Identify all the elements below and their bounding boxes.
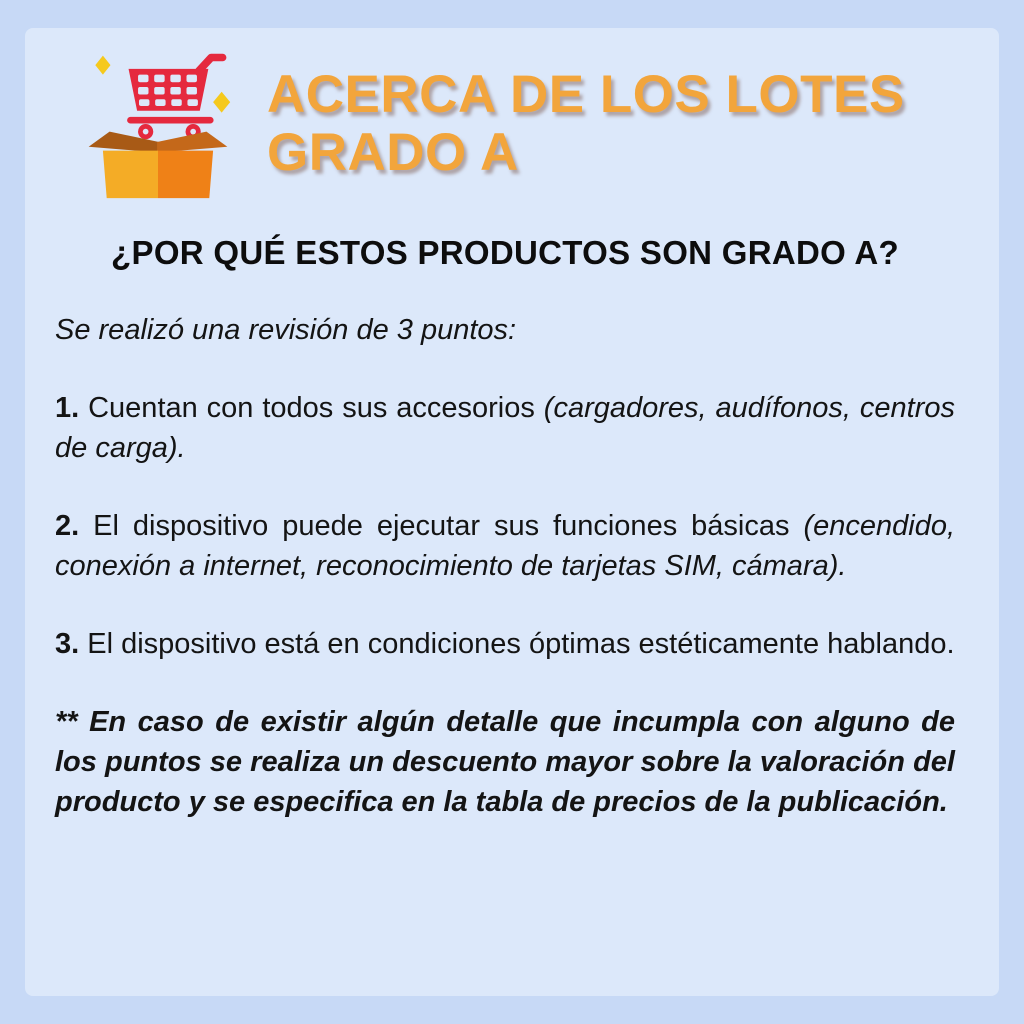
footnote — [55, 702, 955, 822]
card-content — [25, 28, 999, 822]
body-text — [55, 310, 955, 822]
intro-text: Se realizó una revisión de 3 puntos: — [55, 314, 517, 346]
point-text: Cuentan con todos sus accesorios — [88, 392, 535, 424]
info-card — [25, 28, 999, 996]
point-detail: (encendido, conexión a internet, reconocimiento de tarjetas SIM, cámara). — [55, 510, 956, 582]
point-text: El dispositivo puede ejecutar sus funciones básicas — [93, 510, 790, 542]
title-line-2: GRADO A — [267, 123, 519, 182]
sparkle-icon — [213, 92, 230, 113]
sparkle-icon — [95, 56, 110, 75]
footnote-text: En caso de existir algún detalle que incumpla con alguno de los puntos se realiza un descuento mayor sobre la valoración del producto y se especifica en la tabla de precios de la publicación. — [55, 706, 955, 818]
footnote-marker: ** — [55, 706, 78, 738]
point-number: 1. — [55, 392, 80, 424]
cart-box-icon — [73, 48, 243, 200]
open-box-icon — [89, 132, 228, 199]
point-number: 3. — [55, 628, 80, 660]
section-heading: ¿POR QUÉ ESTOS PRODUCTOS SON GRADO A? — [111, 234, 899, 271]
point-text: El dispositivo está en condiciones óptimas estéticamente hablando. — [87, 628, 955, 660]
header — [55, 48, 955, 200]
cart-box-icon-svg — [73, 48, 243, 200]
title-line-1: ACERCA DE LOS LOTES — [267, 65, 905, 124]
point-number: 2. — [55, 510, 80, 542]
point-item-1 — [55, 388, 955, 468]
point-detail: (cargadores, audífonos, centros de carga). — [55, 392, 955, 464]
shopping-cart-icon — [129, 58, 223, 140]
point-item-3 — [55, 624, 955, 664]
page-title — [267, 66, 905, 182]
point-item-2 — [55, 506, 955, 586]
